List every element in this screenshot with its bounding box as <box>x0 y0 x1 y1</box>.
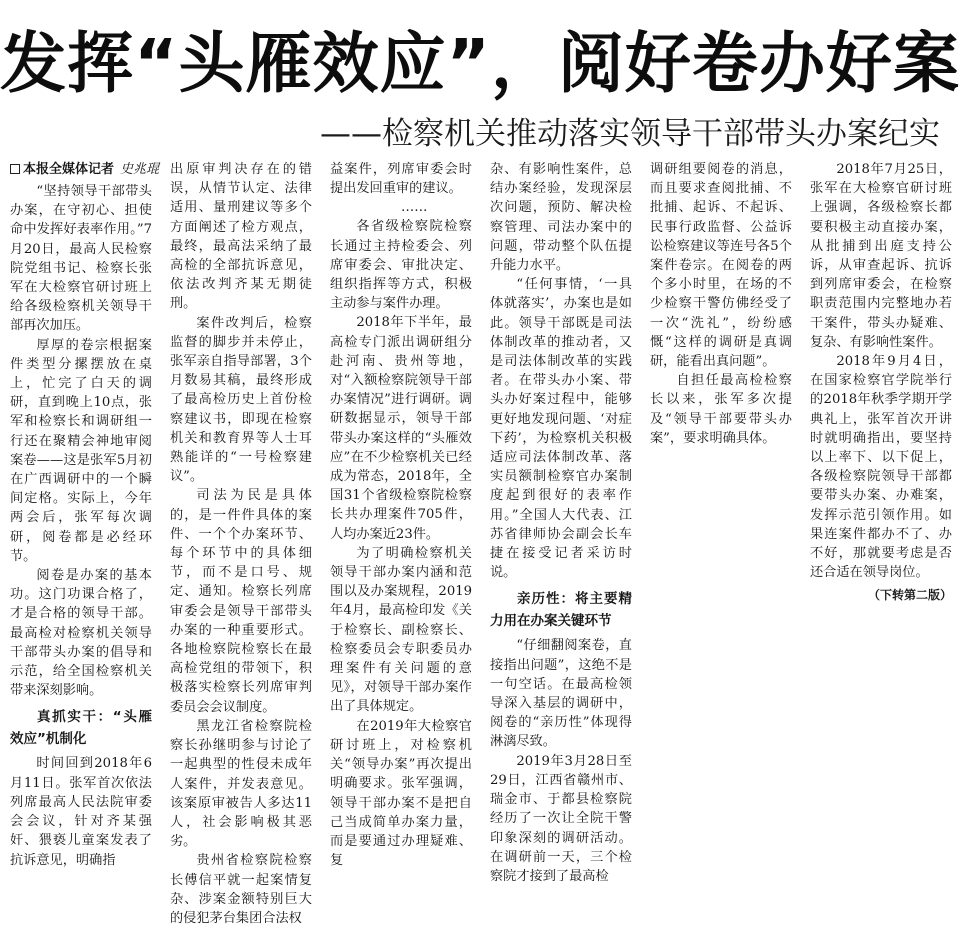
continued-notice: （下转第二版） <box>867 588 952 603</box>
column-2 <box>160 160 320 926</box>
byline-author: 史兆琨 <box>120 162 160 177</box>
column-4 <box>480 160 640 884</box>
paragraph: 为了明确检察机关领导干部办案内涵和范围以及办案规程，2019年4月，最高检印发《关于检察长、副检察长、检察委员会专职委员办理案件有关问题的意见》，对领导干部办案作出了具体规定。 <box>330 545 472 715</box>
paragraph: 黑龙江省检察院检察长孙继明参与讨论了一起典型的性侵未成年人案件，并发表意见。该案原审被告人多达11人，社会影响极其恶劣。 <box>170 718 312 850</box>
paragraph: 杂、有影响性案件，总结办案经验，发现深层次问题，预防、解决检察管理、司法办案中的问题，带动整个队伍提升能力水平。 <box>490 162 632 274</box>
paragraph: 2018年下半年，最高检专门派出调研组分赴河南、贵州等地，对“入额检察院领导干部办案情况”进行调研。调研数据显示，领导干部带头办案这样的“头雁效应”在不少检察机关已经成为常态，2018年，全国31个省级检察院检察长共办理案件705件，人均办案近23件。 <box>330 315 472 542</box>
paragraph: 厚厚的卷宗根据案件类型分摞摆放在桌上，忙完了白天的调研，直到晚上10点，张军和检察长和调研组一行还在聚精会神地审阅案卷——这是张军5月初在广西调研中的一个瞬间定格。实际上，今年两会后，张军每次调研，阅卷都是必经环节。 <box>10 337 152 564</box>
paragraph: 在2019年大检察官研讨班上，对检察机关“领导办案”再次提出明确要求。张军强调，领导干部办案不是把自己当成简单办案力量，而是要通过办理疑难、复 <box>330 718 472 869</box>
paragraph: “坚持领导干部带头办案，在守初心、担使命中发挥好表率作用。”7月20日，最高人民检察院党组书记、检察长张军在大检察官研讨班上给各级检察机关领导干部再次加压。 <box>10 184 152 334</box>
paragraph: 贵州省检察院检察长傅信平就一起案情复杂、涉案金额特别巨大的侵犯茅台集团合法权 <box>170 853 312 926</box>
subheadline: ——检察机关推动落实领导干部带头办案纪实 <box>320 116 940 152</box>
ellipsis: …… <box>401 200 428 216</box>
section-heading: 亲历性：将主要精力用在办案关键环节 <box>490 591 632 630</box>
byline-box-icon <box>10 164 20 174</box>
column-1 <box>0 160 160 868</box>
paragraph: 2018年7月25日，张军在大检察官研讨班上强调，各级检察长都要积极主动直接办案，从批捕到出庭支持公诉，从审查起诉、抗诉到列席审委会，在检察职责范围内完整地办若干案件，带头办疑难、复杂、有影响性案件。 <box>810 162 952 350</box>
column-3 <box>320 160 480 869</box>
paragraph: 司法为民是具体的，是一件件具体的案件、一个个办案环节、每个环节中的具体细节，而不是口号、规定、通知。检察长列席审委会是领导干部带头办案的一种重要形式。各地检察院检察长在最高检党组的带领下，积极落实检察长列席审判委员会会议制度。 <box>170 488 312 715</box>
paragraph: 益案件，列席审委会时提出发回重审的建议。 <box>330 162 472 197</box>
section-heading: 真抓实干：“头雁效应”机制化 <box>10 709 152 748</box>
headline: 发挥“头雁效应”，阅好卷办好案 <box>0 25 960 102</box>
paragraph: 阅卷是办案的基本功。这门功课合格了，才是合格的领导干部。最高检对检察机关领导干部带头办案的倡导和示范，给全国检察机关带来深刻影响。 <box>10 568 152 699</box>
byline-label: 本报全媒体记者 <box>23 162 115 177</box>
paragraph: 各省级检察院检察长通过主持检委会、列席审委会、审批决定、组织指挥等方式，积极主动参与案件办理。 <box>330 219 472 312</box>
byline <box>10 160 160 180</box>
paragraph: “任何事情，‘一具体就落实’，办案也是如此。领导干部既是司法体制改革的推动者，又是司法体制改革的实践者。在带头办小案、带头办好案过程中，能够更好地发现问题、‘对症下药’，为检察机关积极适应司法体制改革、落实员额制检察官办案制度起到很好的表率作用。”全国人大代表、江苏省律师协会副会长车捷在接受记者采访时说。 <box>490 277 632 581</box>
paragraph: 2018年9月4日，在国家检察官学院举行的2018年秋季学期开学典礼上，张军首次开讲时就明确指出，要坚持以上率下、以下促上，各级检察院领导干部都要带头办案、办难案，发挥示范引领作用。如果连案件都办不了、办不好，那就要考虑是否还合适在领导岗位。 <box>810 354 952 581</box>
paragraph: 出原审判决存在的错误，从情节认定、法律适用、量刑建议等多个方面阐述了检方观点，最终，最高法采纳了最高检的全部抗诉意见，依法改判齐某无期徒刑。 <box>170 162 312 312</box>
paragraph: 2019年3月28日至29日，江西省赣州市、瑞金市、于都县检察院经历了一次让全院干警印象深刻的调研活动。在调研前一天，三个检察院才接到了最高检 <box>490 753 632 884</box>
column-6 <box>800 160 960 612</box>
paragraph: 案件改判后，检察监督的脚步并未停止，张军亲自指导部署，3个月数易其稿，最终形成了最高检历史上首份检察建议书，即现在检察机关和教育界等人士耳熟能详的“一号检察建议”。 <box>170 315 312 485</box>
paragraph: “仔细翻阅案卷，直接指出问题”，这绝不是一句空话。在最高检领导深入基层的调研中，阅卷的“亲历性”体现得淋漓尽致。 <box>490 638 632 750</box>
paragraph: 自担任最高检检察长以来，张军多次提及“领导干部要带头办案”，要求明确具体。 <box>650 373 792 446</box>
paragraph: 时间回到2018年6月11日。张军首次依法列席最高人民法院审委会会议，针对齐某强奸、猥亵儿童案发表了抗诉意见，明确指 <box>10 756 152 868</box>
paragraph: 调研组要阅卷的消息，而且要求查阅批捕、不批捕、起诉、不起诉、民事行政监督、公益诉讼检察建议等连号各5个案件卷宗。在阅卷的两个多小时里，在场的不少检察干警仿佛经受了一次“洗礼”，纷纷感慨“这样的调研是真调研，能看出真问题”。 <box>650 162 792 370</box>
column-5 <box>640 160 800 612</box>
article-body <box>0 160 960 926</box>
